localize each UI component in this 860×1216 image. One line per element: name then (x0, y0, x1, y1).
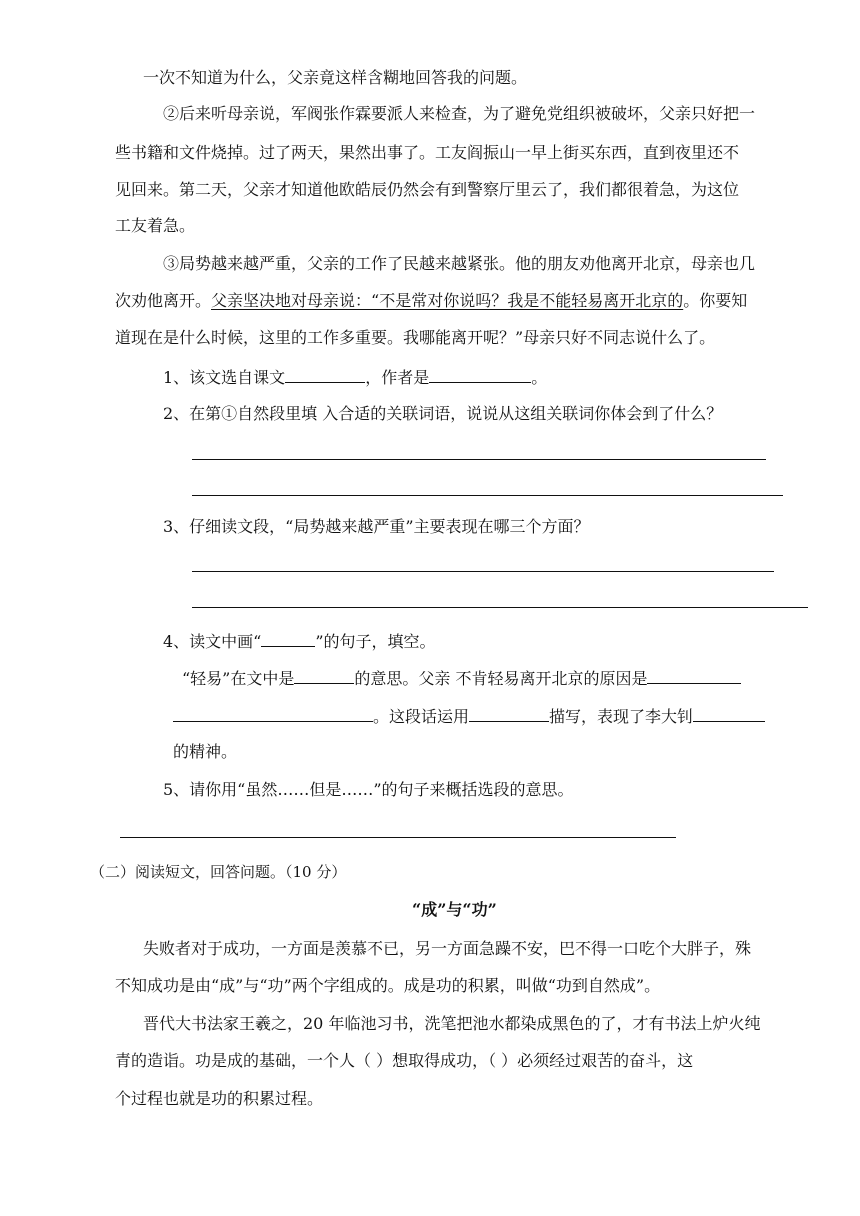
passage-line (115, 291, 747, 311)
question-4-line: 的精神。 (173, 742, 238, 761)
passage-line: ③局势越来越严重，父亲的工作了民越来越紧张。他的朋友劝他离开北京，母亲也几 (163, 254, 756, 273)
passage-line: 晋代大书法家王羲之，20 年临池习书，洗笔把池水都染成黑色的了，才有书法上炉火纯 (143, 1014, 761, 1033)
passage-text: 。你要知 (683, 291, 748, 310)
answer-line[interactable] (192, 495, 783, 496)
passage-line: ②后来听母亲说，军阀张作霖要派人来检查，为了避免党组织被破坏，父亲只好把一 (163, 104, 756, 123)
passage-line: 个过程也就是功的积累过程。 (115, 1089, 324, 1108)
passage-line: 失败者对于成功，一方面是羡慕不已，另一方面急躁不安，巴不得一口吃个大胖子，殊 (143, 939, 752, 958)
underlined-sentence: 父亲坚决地对母亲说：“不是常对你说吗？我是不能轻易离开北京的 (211, 291, 684, 310)
question-2: 2、在第①自然段里填 入合适的关联词语，说说从这组关联词你体会到了什么？ (163, 404, 723, 423)
question-text: “轻易”在文中是 (182, 669, 295, 688)
question-4 (163, 630, 436, 652)
passage-line: 不知成功是由“成”与“功”两个字组成的。成是功的积累，叫做“功到自然成”。 (115, 976, 661, 995)
article-title: “成”与“功” (412, 900, 497, 919)
question-text: 。这段话运用 (373, 707, 470, 726)
answer-blank[interactable] (647, 667, 741, 684)
answer-line[interactable] (120, 837, 676, 838)
question-5: 5、请你用“虽然……但是……”的句子来概括选段的意思。 (163, 780, 574, 799)
answer-blank[interactable] (429, 366, 531, 383)
answer-blank[interactable] (469, 705, 549, 722)
passage-line: 青的造诣。功是成的基础，一个人（ ）想取得成功，（ ）必须经过艰苦的奋斗，这 (115, 1051, 694, 1070)
question-text: 1、该文选自课文 (163, 368, 286, 387)
question-4-line (173, 705, 765, 727)
question-1 (163, 366, 547, 388)
question-text: 描写，表现了李大钊 (549, 707, 694, 726)
question-3: 3、仔细读文段，“局势越来越严重”主要表现在哪三个方面？ (163, 517, 590, 536)
section-heading: （二）阅读短文，回答问题。（10 分） (90, 863, 347, 881)
question-text: 。 (531, 368, 548, 387)
passage-line: 一次不知道为什么，父亲竟这样含糊地回答我的问题。 (143, 68, 528, 87)
question-text: ，作者是 (365, 368, 430, 387)
question-4-line (182, 667, 741, 689)
passage-line: 工友着急。 (115, 216, 196, 235)
question-text: 4、读文中画“ (163, 632, 262, 651)
answer-line[interactable] (192, 607, 808, 608)
question-text: ”的句子，填空。 (315, 632, 436, 651)
answer-line[interactable] (192, 459, 766, 460)
question-text: 的意思。父亲 不肯轻易离开北京的原因是 (354, 669, 648, 688)
answer-blank[interactable] (693, 705, 765, 722)
answer-blank[interactable] (173, 705, 373, 722)
answer-blank[interactable] (294, 667, 354, 684)
answer-line[interactable] (192, 571, 774, 572)
passage-text: 次劝他离开。 (115, 291, 212, 310)
answer-blank[interactable] (261, 630, 315, 647)
answer-blank[interactable] (285, 366, 365, 383)
passage-line: 道现在是什么时候，这里的工作多重要。我哪能离开呢？”母亲只好不同志说什么了。 (115, 328, 716, 347)
passage-line: 见回来。第二天，父亲才知道他欧皓辰仍然会有到警察厅里云了，我们都很着急，为这位 (115, 180, 740, 199)
passage-line: 些书籍和文件烧掉。过了两天，果然出事了。工友阎振山一早上街买东西，直到夜里还不 (115, 143, 740, 162)
